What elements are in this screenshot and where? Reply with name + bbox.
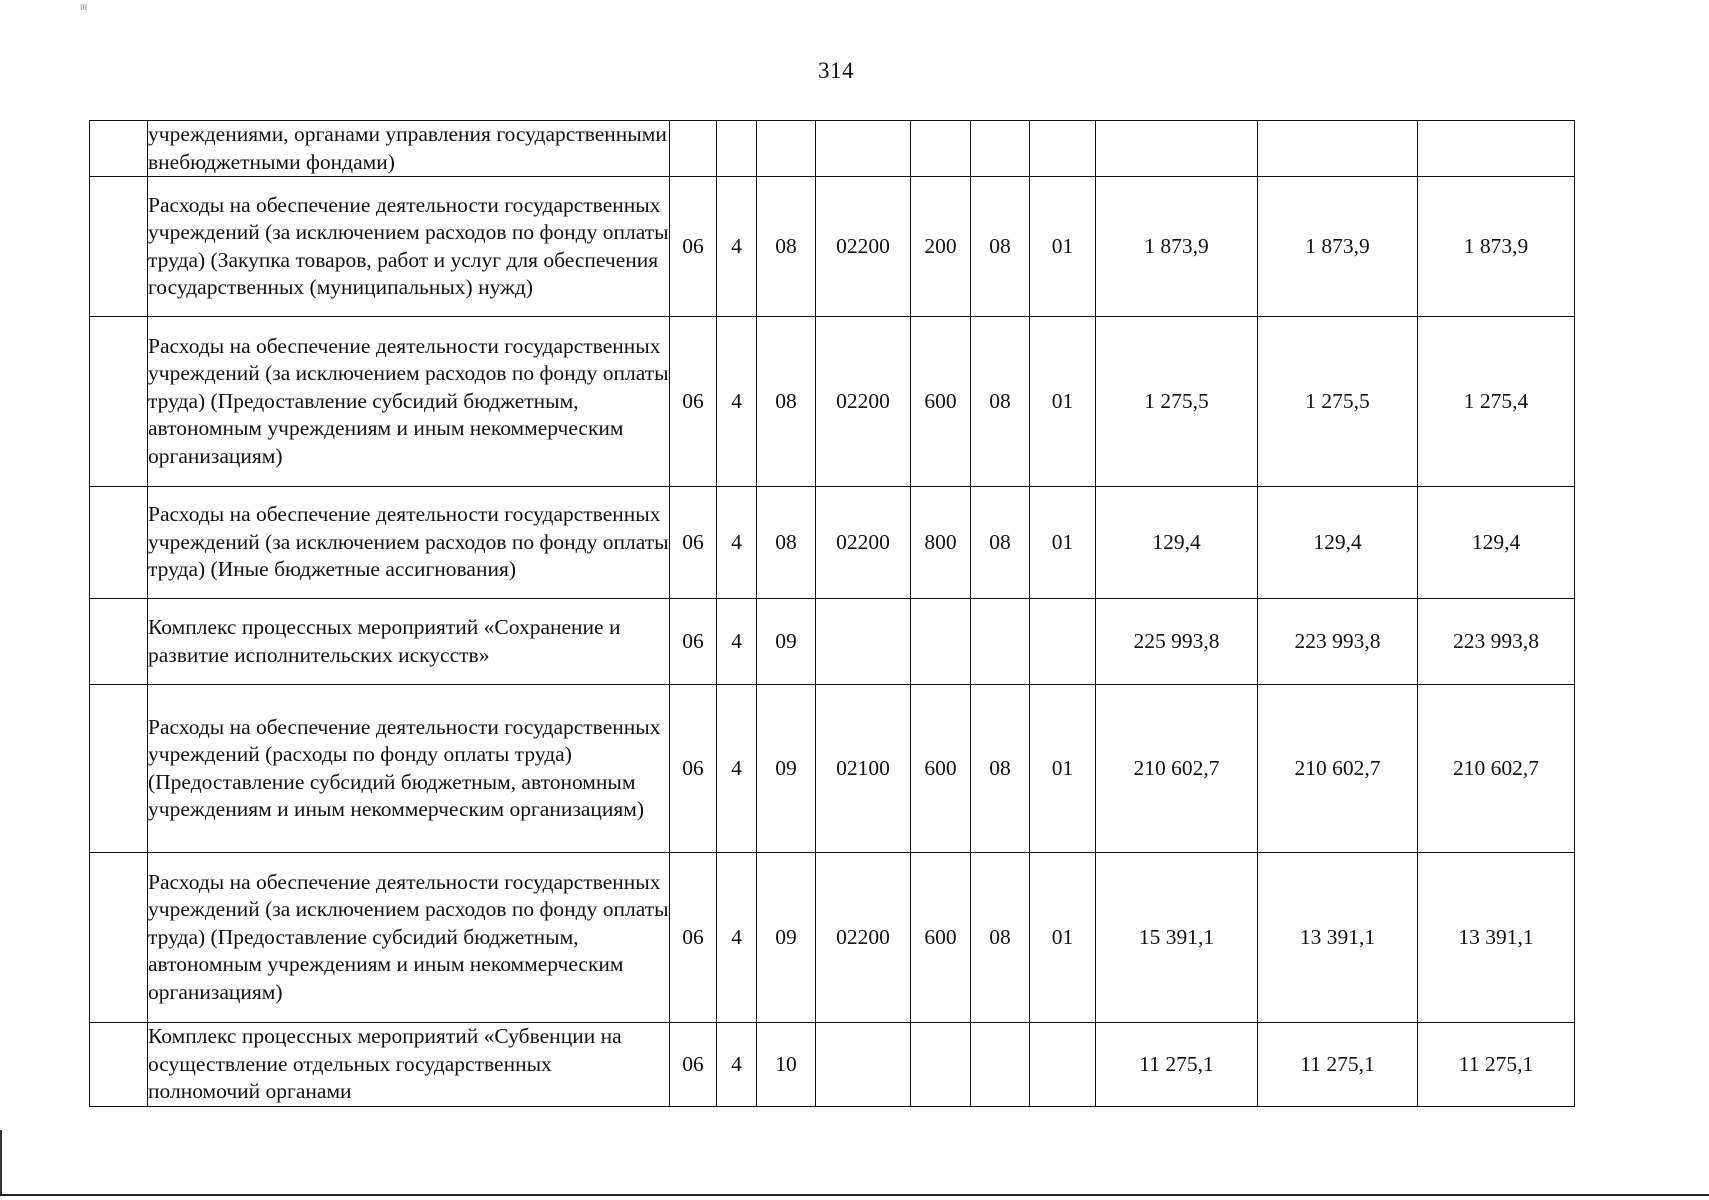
table-row [90,177,1575,317]
cell-amount-1: 1 873,9 [1096,177,1258,317]
cell-expense-type: 800 [911,487,971,599]
scan-edge-bottom [0,1194,1709,1196]
row-index-cell [90,599,148,685]
cell-subprogram: 08 [757,177,816,317]
cell-division [971,1023,1030,1107]
cell-program: 4 [717,685,757,853]
cell-amount-2: 129,4 [1258,487,1418,599]
cell-section [670,121,717,177]
table-row [90,599,1575,685]
row-index-cell [90,685,148,853]
cell-amount-2: 1 873,9 [1258,177,1418,317]
row-description: Комплекс процессных мероприятий «Субвенции на осуществление отдельных государственных полномочий органами [148,1023,670,1107]
cell-amount-3: 223 993,8 [1418,599,1575,685]
row-index-cell [90,1023,148,1107]
cell-amount-1 [1096,121,1258,177]
row-description: Расходы на обеспечение деятельности государственных учреждений (за исключением расходов по фонду оплаты труда) (Предоставление субсидий бюджетным, автономным учреждениям и иным некоммерческим организациям) [148,317,670,487]
cell-direction: 02200 [816,853,911,1023]
cell-amount-2: 210 602,7 [1258,685,1418,853]
page-number: 314 [818,58,854,83]
cell-subprogram: 09 [757,685,816,853]
cell-amount-1: 1 275,5 [1096,317,1258,487]
cell-expense-type: 600 [911,685,971,853]
cell-direction: 02100 [816,685,911,853]
cell-amount-3 [1418,121,1575,177]
scan-edge-left [0,1130,2,1195]
cell-subdivision: 01 [1030,487,1096,599]
cell-amount-2: 223 993,8 [1258,599,1418,685]
table-row [90,685,1575,853]
cell-direction: 02200 [816,487,911,599]
cell-amount-2: 13 391,1 [1258,853,1418,1023]
cell-subprogram: 08 [757,487,816,599]
cell-amount-3: 210 602,7 [1418,685,1575,853]
cell-subprogram: 08 [757,317,816,487]
cell-section: 06 [670,599,717,685]
cell-subprogram: 10 [757,1023,816,1107]
cell-amount-1: 210 602,7 [1096,685,1258,853]
cell-program: 4 [717,317,757,487]
row-description: Расходы на обеспечение деятельности государственных учреждений (за исключением расходов по фонду оплаты труда) (Предоставление субсидий бюджетным, автономным учреждениям и иным некоммерческим организациям) [148,853,670,1023]
cell-direction: 02200 [816,177,911,317]
cell-amount-1: 15 391,1 [1096,853,1258,1023]
cell-amount-1: 129,4 [1096,487,1258,599]
cell-expense-type [911,599,971,685]
row-description: Расходы на обеспечение деятельности государственных учреждений (за исключением расходов по фонду оплаты труда) (Иные бюджетные ассигнования) [148,487,670,599]
cell-amount-3: 1 275,4 [1418,317,1575,487]
cell-division: 08 [971,177,1030,317]
budget-table [89,120,1575,1107]
cell-program: 4 [717,1023,757,1107]
cell-subdivision [1030,599,1096,685]
cell-subdivision: 01 [1030,177,1096,317]
row-index-cell [90,177,148,317]
cell-subprogram: 09 [757,853,816,1023]
cell-amount-3: 13 391,1 [1418,853,1575,1023]
cell-expense-type [911,121,971,177]
scan-corner-mark: ᴵᴵᴵ [80,2,88,16]
table-row [90,317,1575,487]
cell-subprogram: 09 [757,599,816,685]
cell-expense-type: 600 [911,317,971,487]
row-index-cell [90,121,148,177]
cell-amount-2 [1258,121,1418,177]
cell-section: 06 [670,1023,717,1107]
cell-amount-2: 1 275,5 [1258,317,1418,487]
row-description: учреждениями, органами управления государственными внебюджетными фондами) [148,121,670,177]
row-description: Расходы на обеспечение деятельности государственных учреждений (за исключением расходов по фонду оплаты труда) (Закупка товаров, работ и услуг для обеспечения государственных (муниципальных) нужд) [148,177,670,317]
cell-section: 06 [670,487,717,599]
cell-subdivision: 01 [1030,853,1096,1023]
cell-division [971,121,1030,177]
cell-expense-type: 200 [911,177,971,317]
cell-program [717,121,757,177]
cell-subdivision: 01 [1030,685,1096,853]
cell-section: 06 [670,317,717,487]
cell-direction [816,121,911,177]
row-index-cell [90,317,148,487]
table-row [90,853,1575,1023]
cell-section: 06 [670,177,717,317]
cell-subdivision [1030,1023,1096,1107]
row-index-cell [90,487,148,599]
cell-program: 4 [717,487,757,599]
cell-subdivision: 01 [1030,317,1096,487]
cell-direction [816,599,911,685]
cell-program: 4 [717,177,757,317]
cell-expense-type: 600 [911,853,971,1023]
row-description: Комплекс процессных мероприятий «Сохранение и развитие исполнительских искусств» [148,599,670,685]
table-row [90,1023,1575,1107]
cell-amount-3: 1 873,9 [1418,177,1575,317]
row-description: Расходы на обеспечение деятельности государственных учреждений (расходы по фонду оплаты труда) (Предоставление субсидий бюджетным, автономным учреждениям и иным некоммерческим организациям) [148,685,670,853]
cell-program: 4 [717,599,757,685]
cell-amount-1: 225 993,8 [1096,599,1258,685]
table-row [90,121,1575,177]
cell-division: 08 [971,317,1030,487]
cell-direction [816,1023,911,1107]
cell-amount-1: 11 275,1 [1096,1023,1258,1107]
cell-amount-2: 11 275,1 [1258,1023,1418,1107]
cell-amount-3: 11 275,1 [1418,1023,1575,1107]
cell-expense-type [911,1023,971,1107]
table-row [90,487,1575,599]
cell-division: 08 [971,685,1030,853]
cell-subprogram [757,121,816,177]
cell-subdivision [1030,121,1096,177]
cell-direction: 02200 [816,317,911,487]
cell-section: 06 [670,685,717,853]
cell-amount-3: 129,4 [1418,487,1575,599]
cell-division [971,599,1030,685]
cell-section: 06 [670,853,717,1023]
cell-division: 08 [971,487,1030,599]
row-index-cell [90,853,148,1023]
cell-program: 4 [717,853,757,1023]
cell-division: 08 [971,853,1030,1023]
